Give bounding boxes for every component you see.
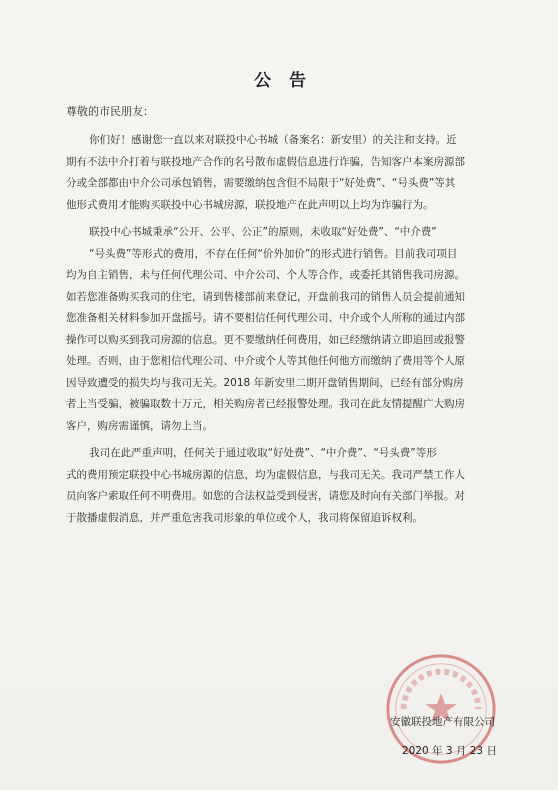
- paragraph-line: 员向客户索取任何不明费用。如您的合法权益受到侵害，请您及时向有关部门举报。对: [66, 490, 465, 502]
- paragraph-line: 客户，购房需谨慎，请勿上当。: [66, 419, 213, 432]
- notice-paragraph-2: [66, 222, 500, 437]
- paragraph-line: “号头费”等形式的费用，不存在任何“价外加价”的形式进行销售。目前我司项目: [89, 247, 458, 260]
- paragraph-line: 期有不法中介打着与联投地产合作的名号散布虚假信息进行诈骗，告知客户本案房源部: [66, 155, 465, 168]
- notice-date: 2020 年 3 月 23 日: [402, 745, 497, 757]
- paragraph-line: 如若您准备购买我司的住宅，请到售楼部前来登记，开盘前我司的销售人员会提前通知: [66, 290, 465, 303]
- paragraph-line: 操作可以购买到我司房源的信息。更不要缴纳任何费用，如已经缴纳请立即追回或报警: [66, 333, 465, 346]
- notice-paragraph-1: [66, 130, 500, 216]
- notice-paragraph-3: [66, 443, 500, 529]
- notice-greeting: 尊敬的市民朋友：: [66, 105, 154, 118]
- paragraph-line: 我司在此严重声明，任何关于通过收取“好处费”、“中介费”、“号头费”等形: [89, 447, 437, 459]
- paragraph-line: 你们好！感谢您一直以来对联投中心书城（备案名：新安里）的关注和支持。近: [89, 134, 457, 146]
- paragraph-line: 处理。否则，由于您相信代理公司、中介或个人等其他任何他方而缴纳了费用等个人原: [66, 355, 465, 367]
- paragraph-line: 者上当受骗，被骗取数十万元，相关购房者已经报警处理。我司在此友情提醒广大购房: [66, 398, 465, 410]
- paragraph-line: 您准备相关材料参加开盘摇号。请不要相信任何代理公司、中介或个人所称的通过内部: [66, 312, 465, 324]
- paragraph-line: 式的费用预定联投中心书城房源的信息，均为虚假信息，与我司无关。我司严禁工作人: [66, 468, 465, 481]
- paragraph-line: 联投中心书城秉承“公开、公平、公正”的原则，未收取“好处费”、“中介费”: [89, 226, 437, 238]
- paragraph-line: 因导致遭受的损失均与我司无关。2018 年新安里二期开盘销售期间，已经有部分购房: [66, 376, 464, 389]
- company-signature: 安徽联投地产有限公司: [390, 716, 495, 728]
- paragraph-line: 分或全部都由中介公司承包销售，需要缴纳包含但不局限于“好处费”、“号头费”等其: [66, 177, 456, 189]
- paragraph-line: 均为自主销售，未与任何代理公司、中介公司、个人等合作，或委托其销售我司房源。: [66, 269, 465, 281]
- paragraph-line: 他形式费用才能购买联投中心书城房源，联投地产在此声明以上均为诈骗行为。: [66, 198, 434, 211]
- paragraph-line: 于散播虚假消息，并严重危害我司形象的单位或个人，我司将保留追诉权利。: [66, 511, 423, 524]
- notice-title: 公 告: [254, 71, 312, 91]
